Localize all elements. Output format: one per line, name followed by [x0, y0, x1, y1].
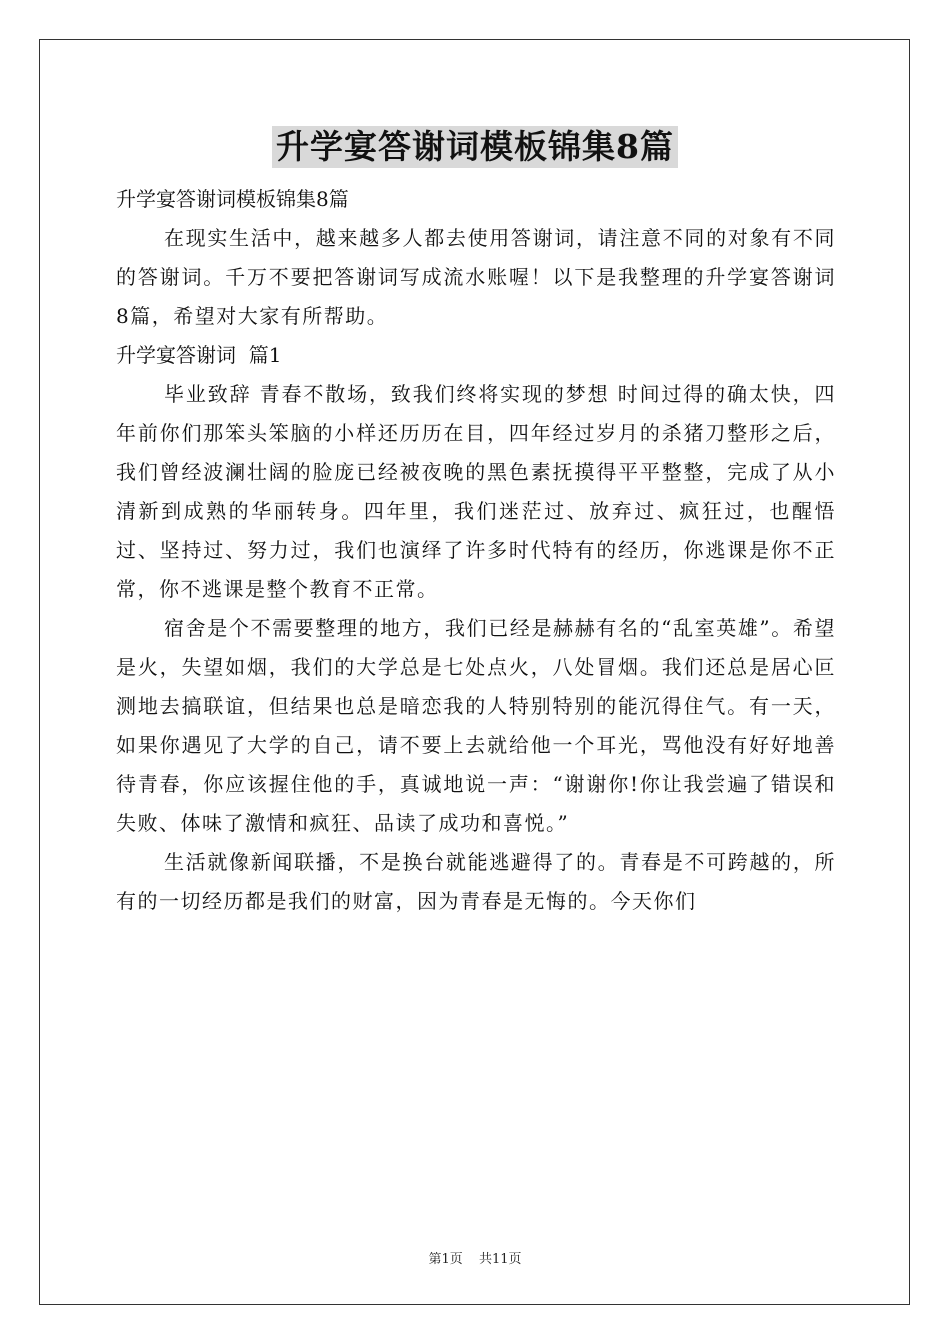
body-paragraph-2: 宿舍是个不需要整理的地方，我们已经是赫赫有名的“乱室英雄”。希望是火，失望如烟，我们的大学总是七处点火，八处冒烟。我们还总是居心叵测地去搞联谊，但结果也总是暗恋我的人特别特别的能沉得住气。有一天，如果你遇见了大学的自己，请不要上去就给他一个耳光，骂他没有好好地善待青春，你应该握住他的手，真诚地说一声：“谢谢你!你让我尝遍了错误和失败、体味了激情和疯狂、品读了成功和喜悦。”	[116, 616, 836, 835]
body-paragraph-3: 生活就像新闻联播，不是换台就能逃避得了的。青春是不可跨越的，所有的一切经历都是我们的财富，因为青春是无悔的。今天你们	[116, 850, 836, 913]
document-subtitle: 升学宴答谢词模板锦集8篇	[116, 187, 349, 211]
title-container	[0, 126, 950, 168]
document-body	[116, 180, 836, 921]
section-heading: 升学宴答谢词 篇1	[116, 343, 282, 367]
body-paragraph-1: 毕业致辞 青春不散场，致我们终将实现的梦想 时间过得的确太快，四年前你们那笨头笨脑的小样还历历在目，四年经过岁月的杀猪刀整形之后，我们曾经波澜壮阔的脸庞已经被夜晚的黑色素抚摸得平平整整，完成了从小清新到成熟的华丽转身。四年里，我们迷茫过、放弃过、疯狂过，也醒悟过、坚持过、努力过，我们也演绎了许多时代特有的经历，你逃课是你不正常，你不逃课是整个教育不正常。	[116, 382, 836, 601]
page-total: 共11页	[478, 1252, 522, 1267]
page-number: 第1页	[428, 1252, 463, 1267]
intro-paragraph: 在现实生活中，越来越多人都去使用答谢词，请注意不同的对象有不同的答谢词。千万不要把答谢词写成流水账喔！以下是我整理的升学宴答谢词8篇，希望对大家有所帮助。	[116, 226, 836, 328]
page-footer	[0, 1248, 950, 1267]
document-title: 升学宴答谢词模板锦集8篇	[272, 126, 678, 168]
